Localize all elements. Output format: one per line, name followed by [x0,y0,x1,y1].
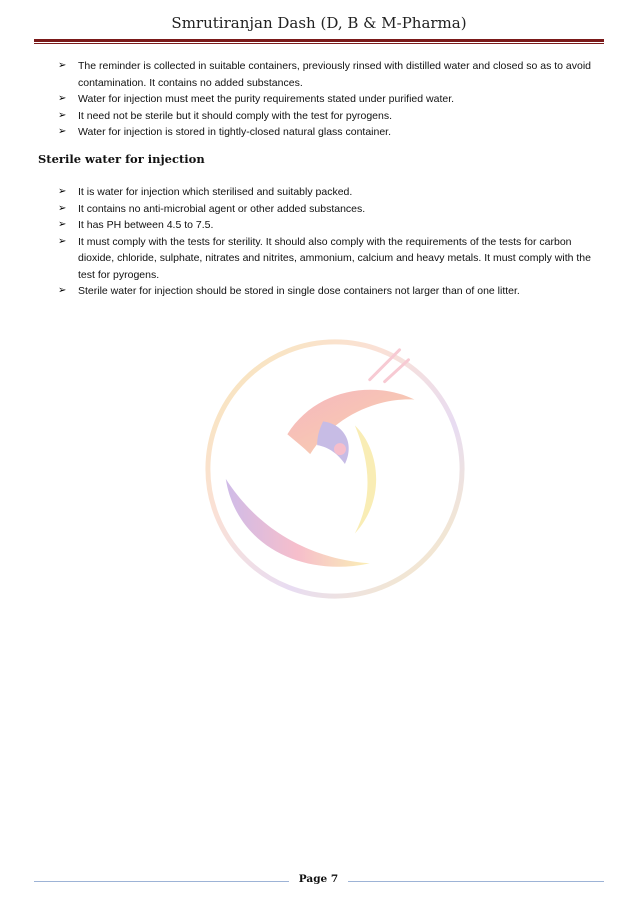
header-rule-thin [34,43,604,44]
bullet-list-sterile-water [58,184,598,300]
page-number: Page 7 [298,873,339,885]
arrowhead-bullet-icon: ➢ [58,60,67,71]
list-item [58,108,598,125]
list-item [58,217,598,234]
arrowhead-bullet-icon: ➢ [58,285,67,296]
list-item [58,201,598,218]
arrowhead-bullet-icon: ➢ [58,126,67,137]
list-item [58,91,598,108]
page-header-title: Smrutiranjan Dash (D, B & M-Pharma) [171,14,467,32]
bullet-list-water-for-injection [58,58,598,141]
arrowhead-bullet-icon: ➢ [58,186,67,197]
arrowhead-bullet-icon: ➢ [58,202,67,214]
logo-watermark [196,330,474,608]
arrowhead-bullet-icon: ➢ [58,219,67,230]
section-heading: Sterile water for injection [38,152,205,166]
list-item-text: It must comply with the tests for sterility. It should also comply with the requirements of the tests for carbon dioxide, chloride, sulphate, nitrates and nitrites, ammonium, calcium and heavy metals. It must comply with the test for pyrogens. [78,235,591,281]
list-item [58,283,598,300]
list-item-text: It is water for injection which sterilised and suitably packed. [78,186,353,198]
footer-rule-right [348,881,604,882]
header-rule [34,39,604,42]
arrowhead-bullet-icon: ➢ [58,109,67,121]
list-item [58,234,598,284]
list-item [58,58,598,91]
footer-rule-left [34,881,289,882]
list-item-text: It has PH between 4.5 to 7.5. [78,219,214,231]
list-item-text: Sterile water for injection should be stored in single dose containers not larger than of one litter. [78,285,520,297]
list-item-text: Water for injection must meet the purity requirements stated under purified water. [78,93,455,105]
arrowhead-bullet-icon: ➢ [58,235,67,247]
list-item-text: It need not be sterile but it should comply with the test for pyrogens. [78,109,393,122]
list-item-text: Water for injection is stored in tightly-closed natural glass container. [78,126,392,138]
list-item-text: The reminder is collected in suitable containers, previously rinsed with distilled water and closed so as to avoid contamination. It contains no added substances. [78,60,592,89]
list-item [58,124,598,141]
list-item [58,184,598,201]
list-item-text: It contains no anti-microbial agent or other added substances. [78,202,366,215]
arrowhead-bullet-icon: ➢ [58,93,67,104]
